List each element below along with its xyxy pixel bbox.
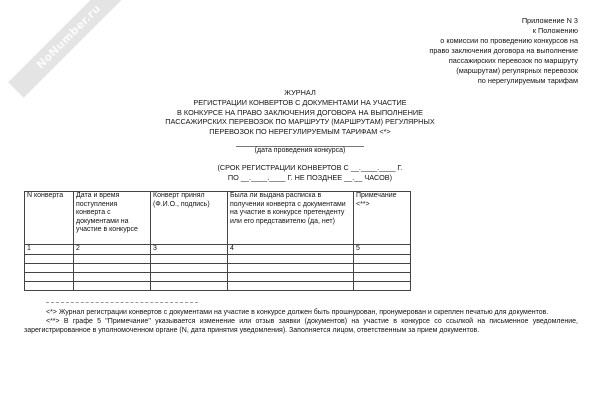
table-cell: [74, 281, 151, 290]
header-note: Примечание <**>: [354, 192, 411, 245]
appendix-line: по нерегулируемым тарифам: [477, 76, 578, 85]
table-cell: [25, 272, 74, 281]
appendix-line: пассажирских перевозок по маршруту: [448, 56, 578, 65]
footnote-separator: [46, 302, 198, 303]
table-row: [25, 254, 411, 263]
title-line: ЖУРНАЛ: [284, 88, 316, 97]
document-title: [140, 88, 460, 137]
table-cell: [228, 263, 354, 272]
table-cell: [228, 272, 354, 281]
appendix-line: к Положению: [532, 26, 578, 35]
journal-table: [24, 191, 411, 291]
table-row: [25, 281, 411, 290]
table-cell: [74, 272, 151, 281]
table-cell: [74, 254, 151, 263]
title-line: ПЕРЕВОЗОК ПО НЕРЕГУЛИРУЕМЫМ ТАРИФАМ <*>: [209, 127, 391, 137]
table-cell: [151, 263, 228, 272]
table-header-row: [25, 192, 411, 245]
table-cell: [151, 254, 228, 263]
footnote-1: <*> Журнал регистрации конвертов с документами на участие в конкурсе должен быть прошнурован, пронумерован и скреплен печатью для документов.: [46, 309, 549, 316]
appendix-line: о комиссии по проведению конкурсов на: [440, 36, 578, 45]
column-number: 2: [74, 245, 151, 255]
table-cell: [354, 254, 411, 263]
column-number: 4: [228, 245, 354, 255]
column-number: 3: [151, 245, 228, 255]
title-line: РЕГИСТРАЦИИ КОНВЕРТОВ С ДОКУМЕНТАМИ НА УЧАСТИЕ: [193, 97, 407, 107]
period-line: (СРОК РЕГИСТРАЦИИ КОНВЕРТОВ С __.____.____ Г.: [217, 163, 403, 172]
table-cell: [228, 254, 354, 263]
table-row: [25, 263, 411, 272]
watermark: NoNumber.ru: [8, 0, 130, 98]
registration-period: [160, 163, 460, 183]
header-received-datetime: Дата и время поступления конверта с документами на участие в конкурсе: [74, 192, 151, 245]
table-cell: [354, 272, 411, 281]
table-cell: [151, 272, 228, 281]
table-cell: [151, 281, 228, 290]
footnote-2: <**> В графе 5 "Примечание" указывается изменение или отзыв заявки (документов) на участие в конкурсе со ссылкой на письменное уведомление, зарегистрированное в уполномоченном органе (N, дата принятия уведомления). Заполняется лицом, ответственным за прием документов.: [24, 318, 578, 334]
table-cell: [228, 281, 354, 290]
table-cell: [25, 254, 74, 263]
appendix-line: (маршрутам) регулярных перевозок: [456, 66, 578, 75]
header-receipt-issued: Была ли выдана расписка в получении конверта с документами на участие в конкурсе претенденту или его представителю (да, нет): [228, 192, 354, 245]
appendix-header: [429, 16, 578, 86]
table-cell: [354, 281, 411, 290]
header-envelope-number: N конверта: [25, 192, 74, 245]
table-cell: [25, 263, 74, 272]
footnotes: [24, 308, 578, 335]
table-cell: [74, 263, 151, 272]
column-numbers-row: [25, 245, 411, 255]
column-number: 1: [25, 245, 74, 255]
title-line: ПАССАЖИРСКИХ ПЕРЕВОЗОК ПО МАРШРУТУ (МАРШРУТАМ) РЕГУЛЯРНЫХ: [165, 117, 435, 127]
table-cell: [25, 281, 74, 290]
appendix-line: Приложение N 3: [521, 16, 578, 25]
title-line: В КОНКУРСЕ НА ПРАВО ЗАКЛЮЧЕНИЯ ДОГОВОРА НА ВЫПОЛНЕНИЕ: [177, 107, 423, 117]
period-line: ПО __.____.____ Г. НЕ ПОЗДНЕЕ __.__ ЧАСОВ): [227, 172, 393, 182]
header-accepted-by: Конверт принял (Ф.И.О., подпись): [151, 192, 228, 245]
table-cell: [354, 263, 411, 272]
table-row: [25, 272, 411, 281]
contest-date-caption: (дата проведения конкурса): [254, 147, 346, 154]
column-number: 5: [354, 245, 411, 255]
appendix-line: право заключения договора на выполнение: [429, 46, 578, 55]
